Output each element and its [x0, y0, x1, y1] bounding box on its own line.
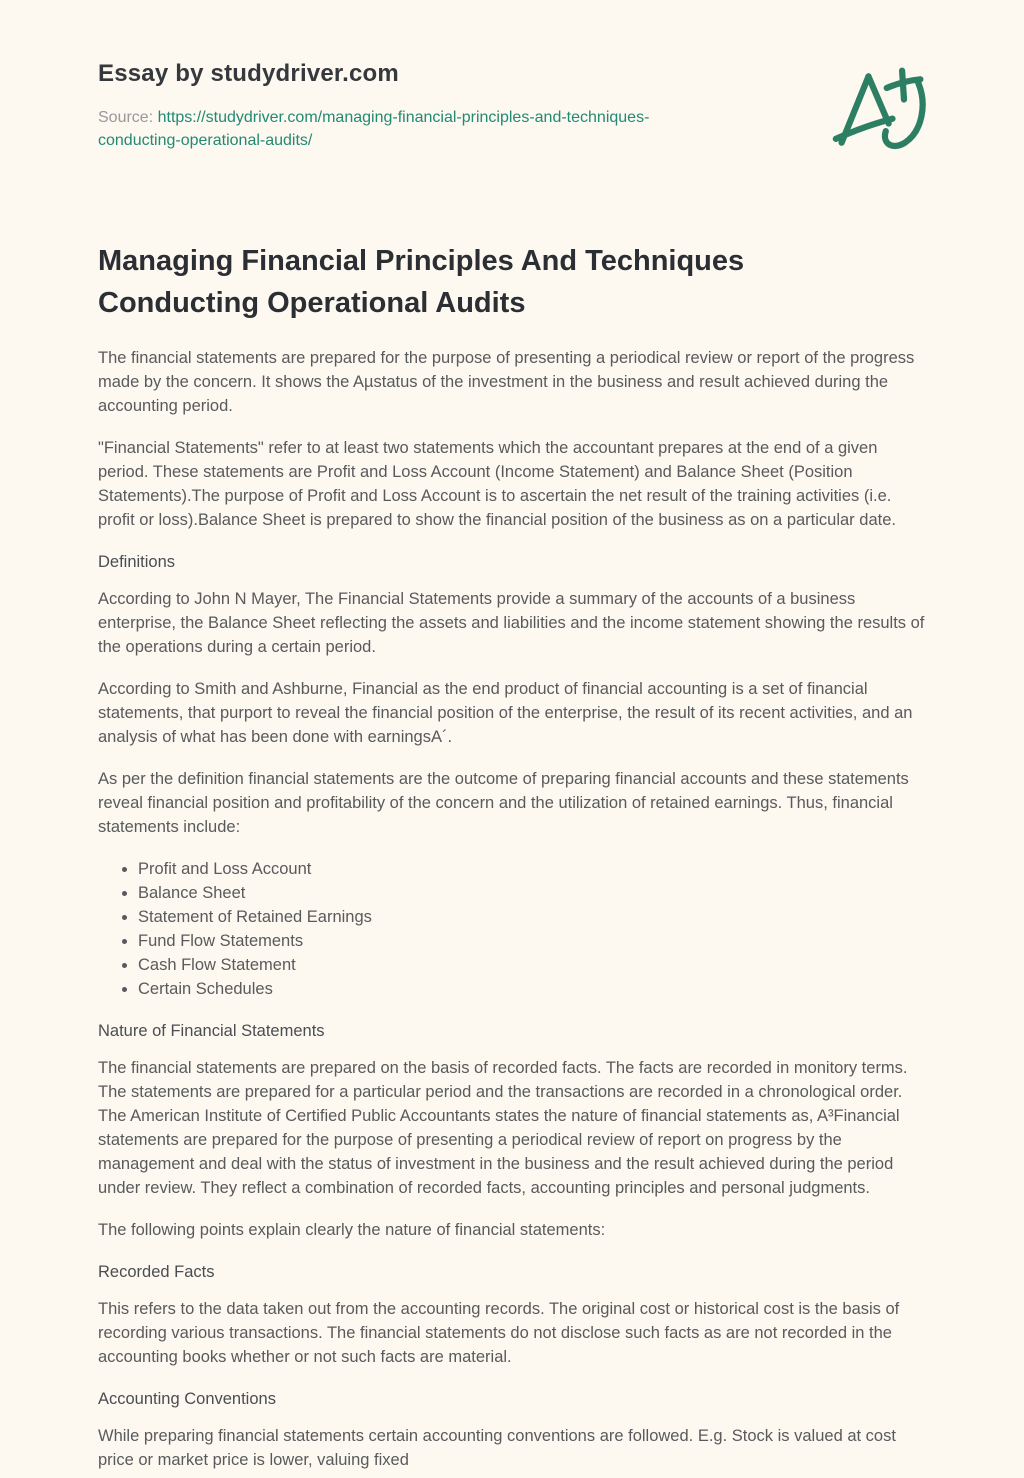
paragraph: According to John N Mayer, The Financial Statements provide a summary of the accounts of a business enterprise, the Balance Sheet reflecting the assets and liabilities and the income statement showing the results of the operations during a certain period. — [98, 590, 925, 656]
list-item: • Fund Flow Statements — [138, 929, 926, 953]
source-label: Source: — [98, 109, 154, 126]
paragraph: The following points explain clearly the nature of financial statements: — [98, 1221, 606, 1239]
section-heading: Accounting Conventions — [98, 1390, 276, 1408]
studydriver-logo — [832, 66, 928, 156]
paragraph: The financial statements are prepared on the basis of recorded facts. The facts are recorded in monitory terms. The statements are prepared for a particular period and the transactions are recorded in a chronological order. The American Institute of Certified Public Accountants states the nature of financial statements as, A³Financial statements are prepared for the purpose of presenting a periodical review of report on progress by the management and deal with the status of investment in the business and the result achieved during the period under review. They reflect a combination of recorded facts, accounting principles and personal judgments. — [98, 1059, 908, 1197]
list-item: • Certain Schedules — [138, 977, 926, 1001]
list-item: • Statement of Retained Earnings — [138, 905, 926, 929]
a-plus-grade-icon — [832, 66, 928, 156]
paragraph: As per the definition financial statements are the outcome of preparing financial accounts and these statements reveal financial position and profitability of the concern and the utilization of retained earnings. Thus, financial statements include: — [98, 770, 909, 836]
list-item: • Cash Flow Statement — [138, 953, 926, 977]
source-line — [98, 106, 698, 152]
source-url-link[interactable]: https://studydriver.com/managing-financial-principles-and-techniques-conducting-operational-audits/ — [98, 109, 650, 149]
article-body — [98, 346, 926, 1472]
paragraph: According to Smith and Ashburne, Financial as the end product of financial accounting is a set of financial statements, that purport to reveal the financial position of the enterprise, the result of its recent activities, and an analysis of what has been done with earningsA´. — [98, 680, 913, 746]
section-heading: Recorded Facts — [98, 1263, 215, 1281]
bullet-list — [98, 857, 926, 1001]
section-heading: Nature of Financial Statements — [98, 1022, 325, 1040]
list-item: • Profit and Loss Account — [138, 857, 926, 881]
section-heading: Definitions — [98, 553, 176, 571]
list-item: • Balance Sheet — [138, 881, 926, 905]
paragraph: This refers to the data taken out from the accounting records. The original cost or historical cost is the basis of recording various transactions. The financial statements do not disclose such facts as are not recorded in the accounting books whether or not such facts are material. — [98, 1300, 900, 1366]
paragraph: While preparing financial statements certain accounting conventions are followed. E.g. Stock is valued at cost price or market price is lower, valuing fixed — [98, 1427, 896, 1469]
article-title: Managing Financial Principles And Techniques Conducting Operational Audits — [98, 245, 745, 319]
paragraph: "Financial Statements" refer to at least two statements which the accountant prepares at the end of a given period. These statements are Profit and Loss Account (Income Statement) and Balance Sheet (Position Statements).The purpose of Profit and Loss Account is to ascertain the net result of the training activities (i.e. profit or loss).Balance Sheet is prepared to show the financial position of the business as on a particular date. — [98, 439, 896, 529]
paragraph: The financial statements are prepared for the purpose of presenting a periodical review or report of the progress made by the concern. It shows the Aµstatus of the investment in the business and result achieved during the accounting period. — [98, 349, 915, 415]
site-title: Essay by studydriver.com — [98, 60, 399, 87]
